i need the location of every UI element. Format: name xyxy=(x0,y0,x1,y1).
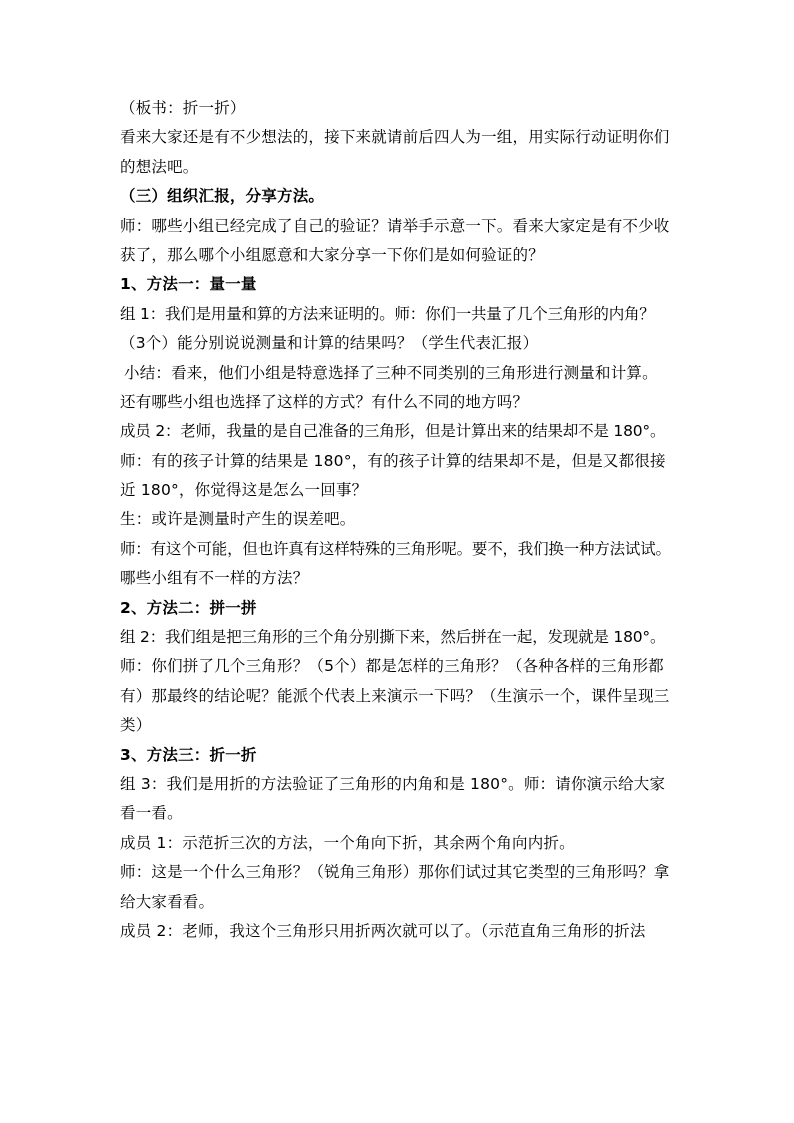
section-heading: （三）组织汇报，分享方法。 xyxy=(120,187,325,206)
method-heading: 2、方法二：拼一拼 xyxy=(120,598,257,617)
paragraph-line: 近 180°，你觉得这是怎么一回事？ xyxy=(120,481,368,500)
method-heading: 1、方法一：量一量 xyxy=(120,275,257,294)
paragraph-line: 成员 2：老师，我这个三角形只用折两次就可以了。（示范直角三角形的折法 xyxy=(120,921,646,940)
paragraph-line: 组 2：我们组是把三角形的三个角分别撕下来，然后拼在一起，发现就是 180°。 xyxy=(120,628,666,647)
paragraph-line: 看来大家还是有不少想法的，接下来就请前后四人为一组，用实际行动证明你们 xyxy=(120,128,670,147)
paragraph-line: 师：这是一个什么三角形？（锐角三角形）那你们试过其它类型的三角形吗？拿 xyxy=(120,863,670,882)
paragraph-line: 成员 2：老师，我量的是自己准备的三角形，但是计算出来的结果却不是 180°。 xyxy=(120,422,666,441)
paragraph-line: 师：你们拼了几个三角形？（5个）都是怎样的三角形？（各种各样的三角形都 xyxy=(120,657,664,676)
paragraph-line: 小结：看来，他们小组是特意选择了三种不同类别的三角形进行测量和计算。 xyxy=(124,363,658,382)
paragraph-line: 还有哪些小组也选择了这样的方式？有什么不同的地方吗？ xyxy=(120,392,529,411)
paragraph-line: 组 3：我们是用折的方法验证了三角形的内角和是 180°。师：请你演示给大家 xyxy=(120,774,666,793)
paragraph-line: 成员 1：示范折三次的方法，一个角向下折，其余两个角向内折。 xyxy=(120,833,575,852)
paragraph-line: 生：或许是测量时产生的误差吧。 xyxy=(120,510,356,529)
paragraph-line: 师：有这个可能，但也许真有这样特殊的三角形呢。要不，我们换一种方法试试。 xyxy=(120,539,671,558)
paragraph-line: 类） xyxy=(120,716,152,735)
paragraph-line: 师：哪些小组已经完成了自己的验证？请举手示意一下。看来大家定是有不少收 xyxy=(120,216,670,235)
paragraph-line: （3个）能分别说说测量和计算的结果吗？（学生代表汇报） xyxy=(120,334,539,353)
blackboard-note: （板书：折一折） xyxy=(120,99,246,117)
paragraph-line: 看一看。 xyxy=(120,804,183,823)
paragraph-line: 师：有的孩子计算的结果是 180°，有的孩子计算的结果却不是，但是又都很接 xyxy=(120,451,666,470)
document-page xyxy=(120,94,680,946)
paragraph-line: 获了，那么哪个小组愿意和大家分享一下你们是如何验证的？ xyxy=(120,245,544,264)
method-heading: 3、方法三：折一折 xyxy=(120,745,257,764)
paragraph-line: 组 1：我们是用量和算的方法来证明的。师：你们一共量了几个三角形的内角？ xyxy=(120,304,655,323)
paragraph-line: 的想法吧。 xyxy=(120,157,199,176)
paragraph-line: 哪些小组有不一样的方法？ xyxy=(120,569,309,588)
paragraph-line: 有）那最终的结论呢？能派个代表上来演示一下吗？（生演示一个，课件呈现三 xyxy=(120,686,670,705)
paragraph-line: 给大家看看。 xyxy=(120,892,215,911)
